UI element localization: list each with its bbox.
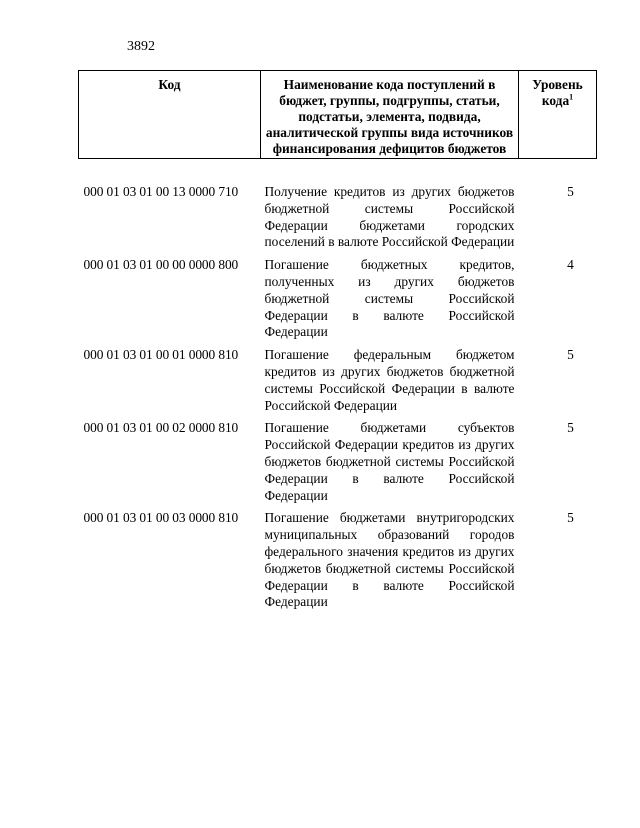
budget-codes-table bbox=[78, 70, 597, 617]
row-level: 5 bbox=[567, 184, 574, 199]
row-code: 000 01 03 01 00 00 0000 800 bbox=[83, 257, 239, 273]
row-name: Погашение бюджетами внутригородских муниципальных образований городов федерального значения кредитов из других бюджетов бюджетной системы Российской Федерации в валюте Российской Федерации bbox=[264, 510, 515, 610]
header-name: Наименование кода поступлений в бюджет, группы, подгруппы, статьи, подстатьи, элемента, подвида, аналитической группы вида источников финансирования дефицитов бюджетов bbox=[261, 71, 519, 159]
row-name: Погашение бюджетами субъектов Российской Федерации кредитов из других бюджетов бюджетной системы Российской Федерации в валюте Российской Федерации bbox=[264, 420, 515, 503]
table-row bbox=[79, 420, 597, 510]
row-code: 000 01 03 01 00 03 0000 810 bbox=[83, 510, 239, 526]
table-header-row bbox=[79, 71, 597, 159]
table-row bbox=[79, 257, 597, 347]
row-name: Погашение бюджетных кредитов, полученных из других бюджетов бюджетной системы Российской Федерации в валюте Российской Федерации bbox=[264, 257, 515, 340]
table-spacer bbox=[79, 159, 597, 185]
row-level: 5 bbox=[567, 347, 574, 363]
header-code: Код bbox=[79, 71, 261, 159]
row-code: 000 01 03 01 00 13 0000 710 bbox=[83, 184, 239, 199]
row-level: 4 bbox=[567, 257, 574, 273]
row-name: Получение кредитов из других бюджетов бюджетной системы Российской Федерации бюджетами городских поселений в валюте Российской Федерации bbox=[264, 184, 515, 250]
page-number: 3892 bbox=[127, 39, 155, 54]
row-code: 000 01 03 01 00 01 0000 810 bbox=[83, 347, 239, 363]
header-level: Уровень кода$^1$ bbox=[519, 71, 597, 159]
row-level: 5 bbox=[567, 420, 574, 436]
header-level-footnote: 1 bbox=[569, 92, 574, 102]
row-name: Погашение федеральным бюджетом кредитов из других бюджетов бюджетной системы Российской Федерации в валюте Российской Федерации bbox=[264, 347, 515, 413]
row-code: 000 01 03 01 00 02 0000 810 bbox=[83, 420, 239, 436]
table-row bbox=[79, 510, 597, 617]
row-level: 5 bbox=[567, 510, 574, 526]
table-row bbox=[79, 347, 597, 420]
table-row bbox=[79, 184, 597, 257]
